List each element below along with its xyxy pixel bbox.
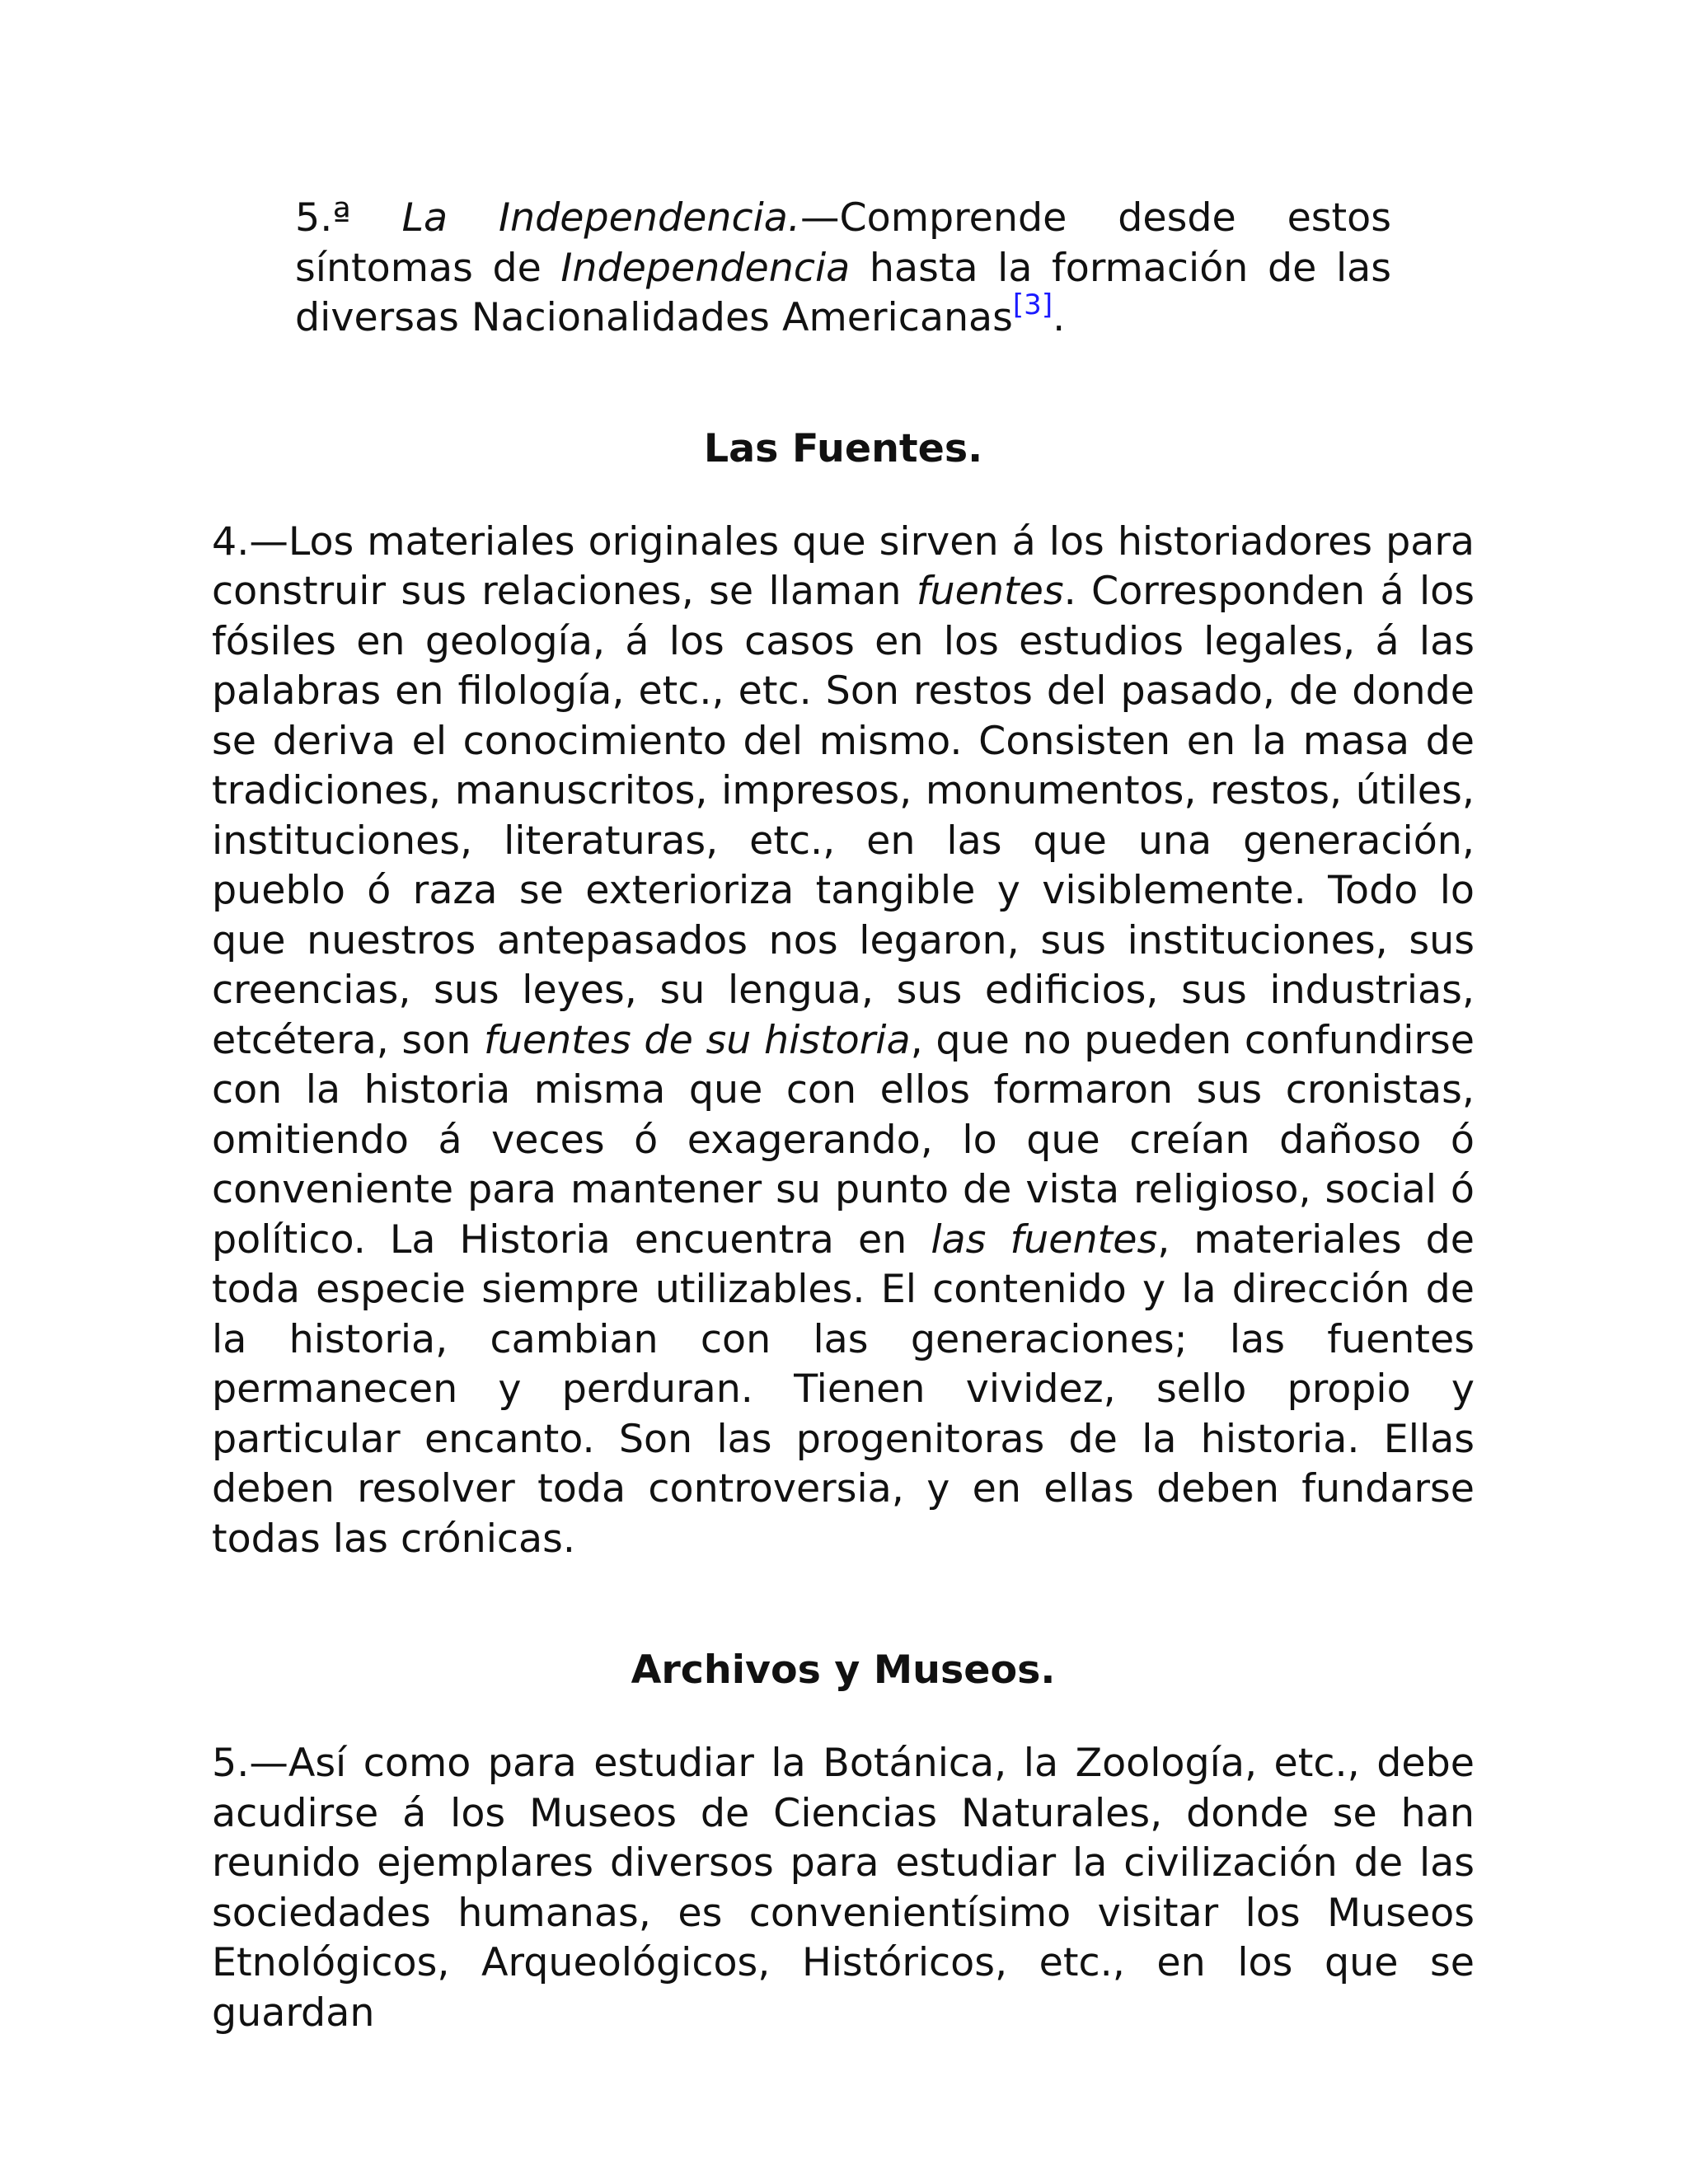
item-italic-term: Independencia [560, 245, 851, 291]
item-title: La Independencia. [401, 195, 800, 241]
paragraph-independencia [295, 194, 1391, 344]
document-page [212, 194, 1475, 2038]
text-run: 4.—Los materiales originales que sirven á los historiadores para construir sus relaciones, se llaman [212, 518, 1475, 614]
item-prefix: 5.ª [295, 195, 402, 241]
italic-term: fuentes [916, 569, 1064, 614]
item-text-continued: hasta la formación de las diversas Nacionalidades Americanas [295, 245, 1391, 340]
heading-archivos-y-museos: Archivos y Museos. [631, 1647, 1056, 1693]
text-run: , materiales de toda especie siempre utilizables. El contenido y la dirección de la historia, cambian con las generaciones; las fuentes permanecen y perduran. Tienen vividez, sello propio y particular encanto. Son las progenitoras de la historia. Ellas deben resolver toda controversia, y en ellas deben fundarse todas las crónicas. [212, 1216, 1475, 1562]
list-item-independencia [295, 194, 1391, 344]
italic-term: las fuentes [931, 1216, 1158, 1263]
heading-las-fuentes: Las Fuentes. [703, 425, 983, 471]
item-text: —Comprende desde estos síntomas de [295, 195, 1391, 291]
paragraph-fuentes [212, 518, 1475, 1565]
text-run: . Corresponden á los fósiles en geología, á los casos en los estudios legales, á las palabras en filología, etc., etc. Son restos del pasado, de donde se deriva el conocimiento del mismo. Consisten en la masa de tradiciones, manuscritos, impresos, monumentos, restos, útiles, instituciones, literaturas, etc., en las que una generación, pueblo ó raza se exterioriza tangible y visiblemente. Todo lo que nuestros antepasados nos legaron, sus instituciones, sus creencias, sus leyes, su lengua, sus edificios, sus industrias, etcétera, son [212, 569, 1475, 1063]
footnote-link[interactable]: [3] [1012, 288, 1053, 321]
paragraph-archivos: 5.—Así como para estudiar la Botánica, la Zoología, etc., debe acudirse á los Museos de Ciencias Naturales, donde se han reunido ejemplares diversos para estudiar la civilización de las sociedades humanas, es convenientísimo visitar los Museos Etnológicos, Arqueológicos, Históricos, etc., en los que se guardan [212, 1741, 1475, 2036]
item-end: . [1053, 295, 1066, 340]
text-run: , que no pueden confundirse con la historia misma que con ellos formaron sus cronistas, omitiendo á veces ó exagerando, lo que creían dañoso ó conveniente para mantener su punto de vista religioso, social ó político. La Historia encuentra en [212, 1017, 1475, 1263]
italic-term: fuentes de su historia [484, 1017, 911, 1063]
